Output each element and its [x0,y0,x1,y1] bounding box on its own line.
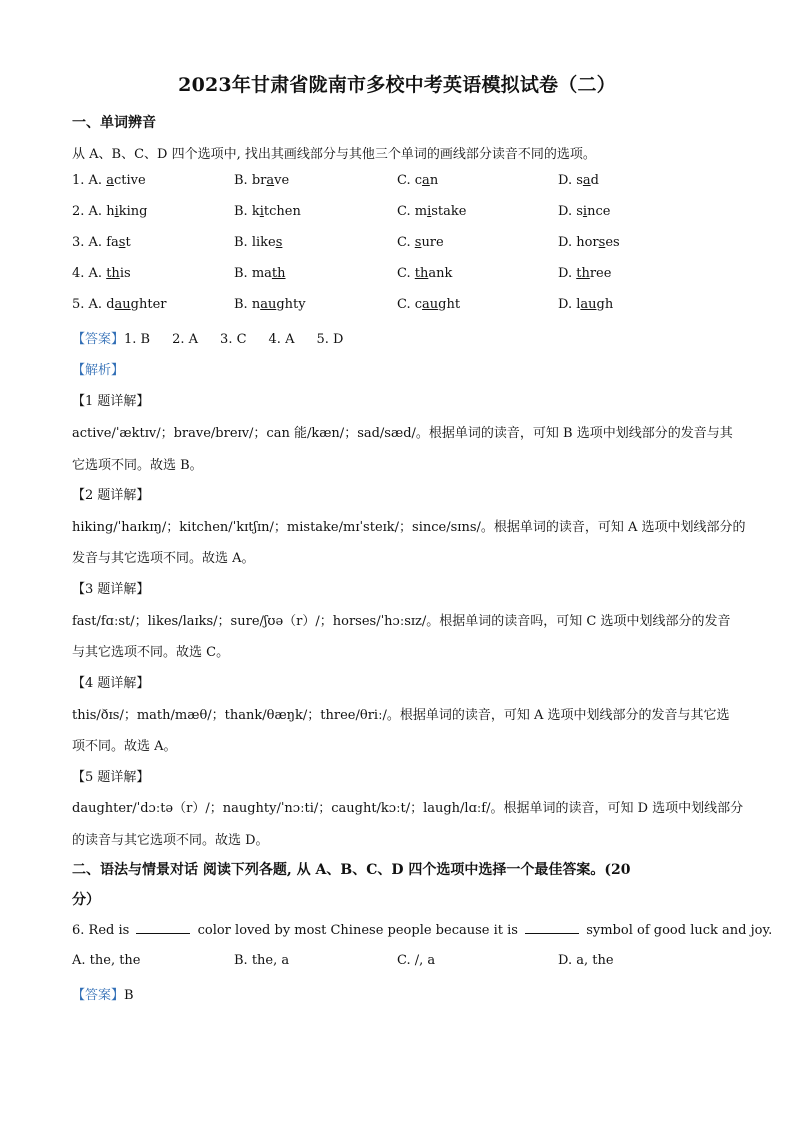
detail-3-heading: 【3 题详解】 [72,582,150,597]
section-1-instruction: 从 A、B、C、D 四个选项中, 找出其画线部分与其他三个单词的画线部分读音不同的选项。 [72,147,596,162]
option-a: 5. A. daughter [72,297,167,312]
option-c: C. mistake [397,204,467,219]
option-b: B. math [234,266,286,281]
detail-3-text-cont: 与其它选项不同。故选 C。 [72,645,230,660]
option-a: 2. A. hiking [72,204,148,219]
option-b: B. kitchen [234,204,301,219]
detail-5-heading: 【5 题详解】 [72,770,150,785]
answer-item: 4. A [268,332,295,347]
answer-item: 3. C [220,332,247,347]
answer-item: 1. B [124,332,151,347]
detail-5-text: daughter/ˈdɔːtə（r）/；naughty/ˈnɔːti/；caught/kɔːt/；laugh/lɑːf/。根据单词的读音，可知 D 选项中划线部分 [72,801,744,816]
detail-3-text: fast/fɑːst/；likes/laɪks/；sure/ʃʊə（r）/；horses/ˈhɔːsɪz/。根据单词的读音吗，可知 C 选项中划线部分的发音 [72,614,731,629]
detail-5-text-cont: 的读音与其它选项不同。故选 D。 [72,833,269,848]
question-row-2 [72,204,732,222]
option-a: 4. A. this [72,266,131,281]
option-d: D. laugh [558,297,614,312]
option-a: A. the, the [72,953,141,968]
detail-1-heading: 【1 题详解】 [72,394,150,409]
question-row-5 [72,297,732,315]
answer-tag: 【答案】 [72,988,125,1003]
section-2-heading: 二、语法与情景对话 阅读下列各题, 从 A、B、C、D 四个选项中选择一个最佳答案。(20 [72,862,631,878]
answer-item: 5. D [316,332,344,347]
question-6-answer [72,984,134,1003]
question-row-1 [72,173,732,191]
detail-1-text-cont: 它选项不同。故选 B。 [72,458,203,473]
exam-title: 2023年甘肃省陇南市多校中考英语模拟试卷（二） [178,74,616,96]
answer-blank [525,922,579,934]
detail-2-heading: 【2 题详解】 [72,488,150,503]
question-row-4 [72,266,732,284]
option-d: D. a, the [558,953,614,968]
answer-item: 2. A [172,332,199,347]
option-d: D. sad [558,173,599,188]
question-6-options [72,953,732,971]
detail-4-text-cont: 项不同。故选 A。 [72,739,177,754]
option-c: C. caught [397,297,461,312]
detail-2-text-cont: 发音与其它选项不同。故选 A。 [72,551,255,566]
option-d: D. three [558,266,612,281]
answers-line [72,328,365,347]
question-row-3 [72,235,732,253]
option-d: D. since [558,204,611,219]
option-b: B. likes [234,235,283,250]
option-a: 1. A. active [72,173,146,188]
detail-4-heading: 【4 题详解】 [72,676,150,691]
option-c: C. can [397,173,439,188]
option-c: C. /, a [397,953,436,968]
detail-2-text: hiking/ˈhaɪkɪŋ/；kitchen/ˈkɪtʃɪn/；mistake/mɪˈsteɪk/；since/sɪns/。根据单词的读音，可知 A 选项中划线部分的 [72,520,746,535]
option-c: C. sure [397,235,444,250]
option-b: B. brave [234,173,290,188]
section-1-heading: 一、单词辨音 [72,115,156,131]
answer-tag: 【答案】 [72,332,125,347]
option-b: B. the, a [234,953,290,968]
option-d: D. horses [558,235,620,250]
detail-1-text: active/ˈæktɪv/；brave/breɪv/；can 能/kæn/；sad/sæd/。根据单词的读音，可知 B 选项中划线部分的发音与其 [72,426,733,441]
answer-blank [136,922,190,934]
option-c: C. thank [397,266,453,281]
analysis-tag: 【解析】 [72,363,125,378]
answer-value: B [124,988,134,1003]
section-2-heading-cont: 分） [72,892,100,908]
option-b: B. naughty [234,297,306,312]
option-a: 3. A. fast [72,235,131,250]
question-6-stem: 6. Red is color loved by most Chinese people because it is symbol of good luck and joy. [72,923,773,938]
detail-4-text: this/ðɪs/；math/mæθ/；thank/θæŋk/；three/θriː/。根据单词的读音，可知 A 选项中划线部分的发音与其它选 [72,708,730,723]
